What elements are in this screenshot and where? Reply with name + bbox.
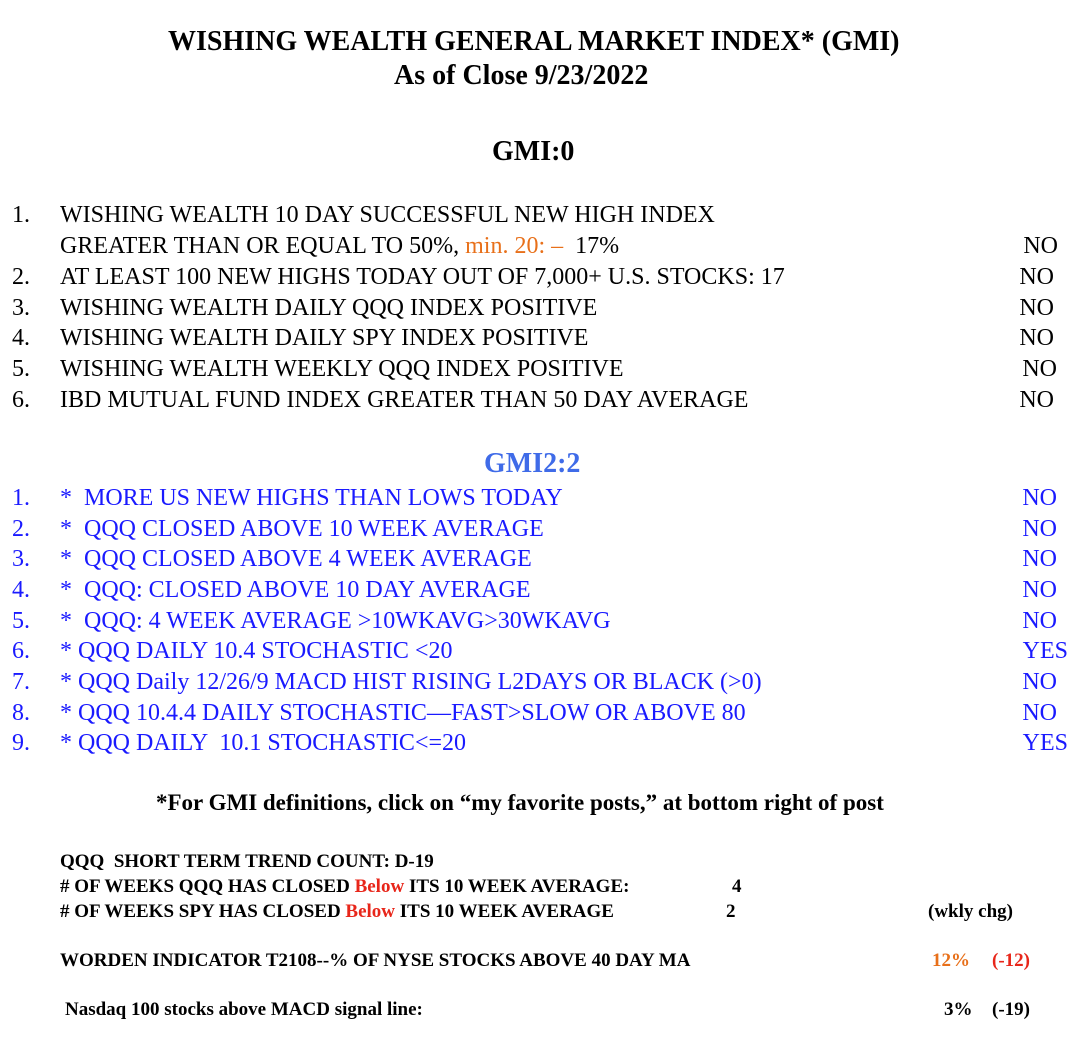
gmi-item-1-number: 1. bbox=[12, 202, 30, 228]
gmi-item-2-answer: NO bbox=[1019, 264, 1054, 290]
nasdaq-macd-change: (-19) bbox=[992, 999, 1030, 1020]
worden-indicator-change: (-12) bbox=[992, 950, 1030, 971]
gmi2-item-3-answer: NO bbox=[1022, 546, 1057, 572]
worden-indicator-label: WORDEN INDICATOR T2108--% OF NYSE STOCKS ABOVE 40 DAY MA bbox=[60, 950, 691, 971]
qqq-weeks-value: 4 bbox=[732, 876, 742, 897]
gmi2-item-2-number: 2. bbox=[12, 516, 30, 542]
gmi2-item-7-number: 7. bbox=[12, 669, 30, 695]
gmi2-item-3-number: 3. bbox=[12, 546, 30, 572]
gmi2-item-4-text: * QQQ: CLOSED ABOVE 10 DAY AVERAGE bbox=[60, 577, 531, 603]
gmi2-item-7-answer: NO bbox=[1022, 669, 1057, 695]
gmi-heading: GMI:0 bbox=[492, 136, 575, 167]
weekly-change-header: (wkly chg) bbox=[928, 901, 1013, 922]
qqq-weeks-label: # OF WEEKS QQQ HAS CLOSED bbox=[60, 876, 355, 897]
gmi2-item-4-number: 4. bbox=[12, 577, 30, 603]
qqq-below-word: Below bbox=[354, 876, 405, 897]
page-title: WISHING WEALTH GENERAL MARKET INDEX* (GMI) bbox=[168, 26, 900, 57]
gmi-item-4-number: 4. bbox=[12, 325, 30, 351]
gmi-item-2-number: 2. bbox=[12, 264, 30, 290]
gmi-item-1-text-line2 bbox=[60, 233, 619, 260]
gmi-item-3-answer: NO bbox=[1019, 295, 1054, 321]
gmi2-item-5-answer: NO bbox=[1022, 608, 1057, 634]
gmi2-item-3-text: * QQQ CLOSED ABOVE 4 WEEK AVERAGE bbox=[60, 546, 532, 572]
gmi-item-6-text: IBD MUTUAL FUND INDEX GREATER THAN 50 DAY AVERAGE bbox=[60, 387, 749, 413]
gmi-item-5-number: 5. bbox=[12, 356, 30, 382]
gmi-definitions-footnote: *For GMI definitions, click on “my favorite posts,” at bottom right of post bbox=[156, 790, 884, 815]
gmi2-item-1-text: * MORE US NEW HIGHS THAN LOWS TODAY bbox=[60, 485, 563, 511]
qqq-trend-count: QQQ SHORT TERM TREND COUNT: D-19 bbox=[60, 851, 434, 872]
nasdaq-macd-label: Nasdaq 100 stocks above MACD signal line: bbox=[65, 999, 423, 1020]
gmi2-item-7-text: * QQQ Daily 12/26/9 MACD HIST RISING L2DAYS OR BLACK (>0) bbox=[60, 669, 762, 695]
gmi-item-3-number: 3. bbox=[12, 295, 30, 321]
gmi-item-6-answer: NO bbox=[1019, 387, 1054, 413]
gmi2-item-6-number: 6. bbox=[12, 638, 30, 664]
spy-below-word: Below bbox=[345, 901, 396, 922]
gmi2-heading: GMI2:2 bbox=[484, 448, 581, 479]
gmi-item-1-value: 17% bbox=[563, 233, 620, 259]
gmi2-item-8-text: * QQQ 10.4.4 DAILY STOCHASTIC—FAST>SLOW OR ABOVE 80 bbox=[60, 700, 746, 726]
gmi2-item-2-answer: NO bbox=[1022, 516, 1057, 542]
spy-weeks-below-row bbox=[60, 901, 614, 923]
gmi2-item-6-answer: YES bbox=[1022, 638, 1068, 664]
gmi-item-1-text: WISHING WEALTH 10 DAY SUCCESSFUL NEW HIGH INDEX bbox=[60, 202, 715, 228]
gmi2-item-5-number: 5. bbox=[12, 608, 30, 634]
gmi2-item-9-text: * QQQ DAILY 10.1 STOCHASTIC<=20 bbox=[60, 730, 467, 756]
spy-weeks-value: 2 bbox=[726, 901, 736, 922]
spy-weeks-label: # OF WEEKS SPY HAS CLOSED bbox=[60, 901, 346, 922]
gmi2-item-1-number: 1. bbox=[12, 485, 30, 511]
gmi2-item-6-text: * QQQ DAILY 10.4 STOCHASTIC <20 bbox=[60, 638, 453, 664]
qqq-weeks-label-end: ITS 10 WEEK AVERAGE: bbox=[404, 876, 630, 897]
gmi2-item-5-text: * QQQ: 4 WEEK AVERAGE >10WKAVG>30WKAVG bbox=[60, 608, 611, 634]
qqq-weeks-below-row bbox=[60, 876, 629, 898]
gmi2-item-1-answer: NO bbox=[1022, 485, 1057, 511]
gmi-item-1-min-note: min. 20: – bbox=[465, 233, 564, 259]
gmi2-item-9-number: 9. bbox=[12, 730, 30, 756]
spy-weeks-label-end: ITS 10 WEEK AVERAGE bbox=[395, 901, 614, 922]
gmi-item-2-text: AT LEAST 100 NEW HIGHS TODAY OUT OF 7,000+ U.S. STOCKS: 17 bbox=[60, 264, 785, 290]
page-subtitle-date: As of Close 9/23/2022 bbox=[394, 60, 649, 91]
gmi-item-1-answer: NO bbox=[1023, 233, 1058, 259]
gmi-item-4-answer: NO bbox=[1019, 325, 1054, 351]
nasdaq-macd-value: 3% bbox=[944, 999, 973, 1020]
worden-indicator-value: 12% bbox=[932, 950, 970, 971]
gmi2-item-4-answer: NO bbox=[1022, 577, 1057, 603]
gmi2-item-8-number: 8. bbox=[12, 700, 30, 726]
gmi2-item-8-answer: NO bbox=[1022, 700, 1057, 726]
gmi-item-1-text-part: GREATER THAN OR EQUAL TO 50%, bbox=[60, 233, 466, 259]
gmi-item-4-text: WISHING WEALTH DAILY SPY INDEX POSITIVE bbox=[60, 325, 589, 351]
gmi-item-6-number: 6. bbox=[12, 387, 30, 413]
gmi2-item-9-answer: YES bbox=[1022, 730, 1068, 756]
gmi2-item-2-text: * QQQ CLOSED ABOVE 10 WEEK AVERAGE bbox=[60, 516, 544, 542]
gmi-item-3-text: WISHING WEALTH DAILY QQQ INDEX POSITIVE bbox=[60, 295, 598, 321]
gmi-item-5-text: WISHING WEALTH WEEKLY QQQ INDEX POSITIVE bbox=[60, 356, 624, 382]
gmi-item-5-answer: NO bbox=[1022, 356, 1057, 382]
